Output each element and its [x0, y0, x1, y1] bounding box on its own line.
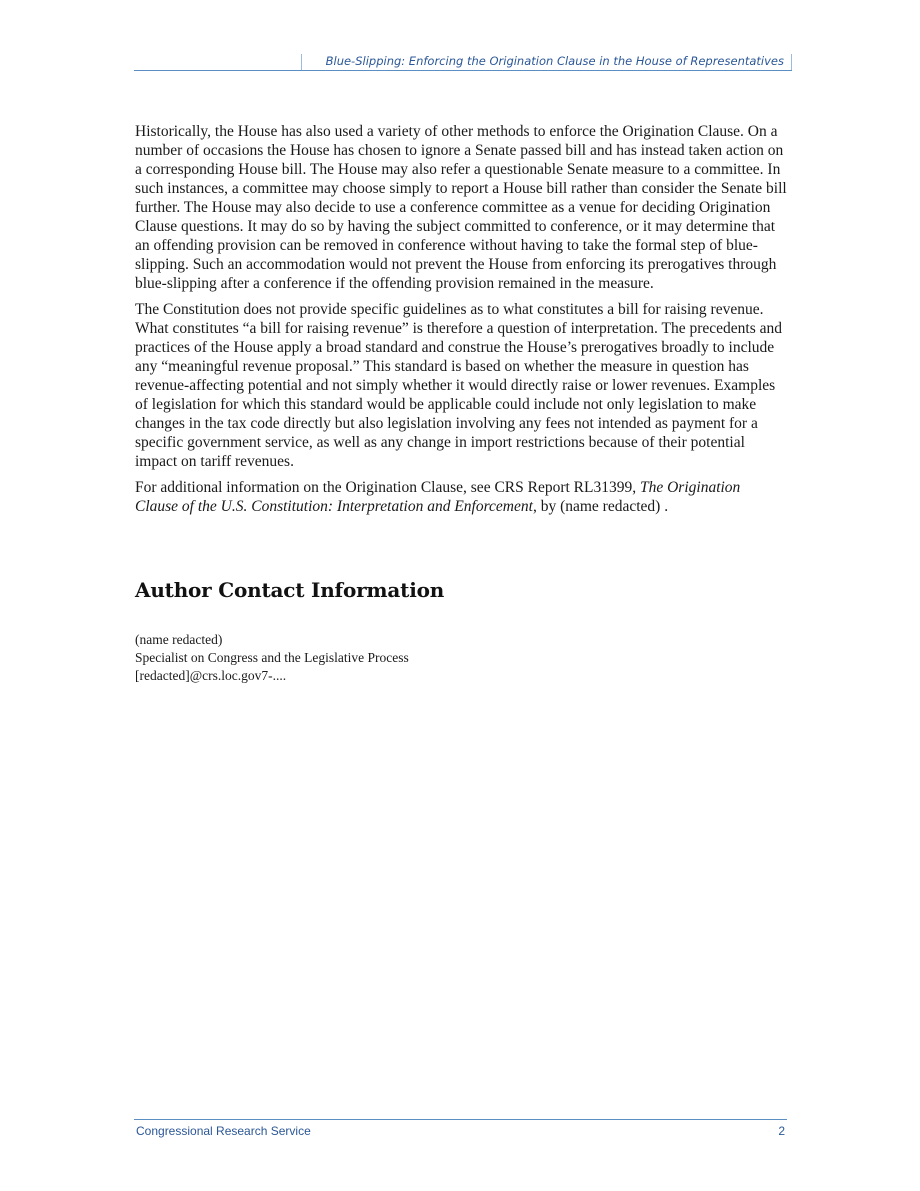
author-contact-heading: Author Contact Information [135, 578, 445, 602]
page-number: 2 [778, 1124, 785, 1138]
paragraph-revenue-standard: The Constitution does not provide specific guidelines as to what constitutes a bill for raising revenue. What constitutes “a bill for raising revenue” is therefore a question of interpretation. The precedents and practices of the House apply a broad standard and construe the House’s prerogatives broadly to include any “meaningful revenue proposal.” This standard is based on whether the measure in question has revenue-affecting potential and not simply whether it would directly raise or lower revenues. Examples of legislation for which this standard would be applicable could include not only legislation to make changes in the tax code directly but also legislation involving any fees not intended as payment for a specific government service, as well as any change in import restrictions because of their potential impact on tariff revenues. [135, 301, 783, 470]
report-title: The Origination Clause of the U.S. Constitution: Interpretation and Enforcement [135, 479, 741, 515]
header-divider-left [301, 54, 302, 70]
additional-info-suffix: , by (name redacted) . [532, 498, 669, 515]
paragraph-other-methods: Historically, the House has also used a variety of other methods to enforce the Origination Clause. On a number of occasions the House has chosen to ignore a Senate passed bill and has instead taken action on a corresponding House bill. The House may also refer a questionable Senate measure to a committee. In such instances, a committee may choose simply to report a House bill rather than consider the Senate bill further. The House may also decide to use a conference committee as a venue for deciding Origination Clause questions. It may do so by having the subject committed to conference, or it may determine that an offending provision can be removed in conference without having to take the formal step of blue-slipping. Such an accommodation would not prevent the House from enforcing its prerogatives through blue-slipping after a conference if the offending provision remained in the measure. [135, 123, 787, 292]
paragraph-additional-info [135, 478, 787, 516]
body-text [135, 122, 787, 523]
additional-info-prefix: For additional information on the Origination Clause, see CRS Report RL31399, [135, 479, 640, 496]
author-name: (name redacted) [135, 632, 223, 647]
author-contact-line: [redacted]@crs.loc.gov7-.... [135, 668, 287, 683]
author-role: Specialist on Congress and the Legislative Process [135, 650, 409, 665]
running-header-title: Blue-Slipping: Enforcing the Origination Clause in the House of Representatives [325, 54, 784, 68]
footer-organization: Congressional Research Service [136, 1124, 311, 1138]
author-contact-block [135, 631, 409, 685]
header-divider-right [791, 54, 792, 70]
page-footer [134, 1119, 787, 1140]
running-header [134, 52, 792, 71]
